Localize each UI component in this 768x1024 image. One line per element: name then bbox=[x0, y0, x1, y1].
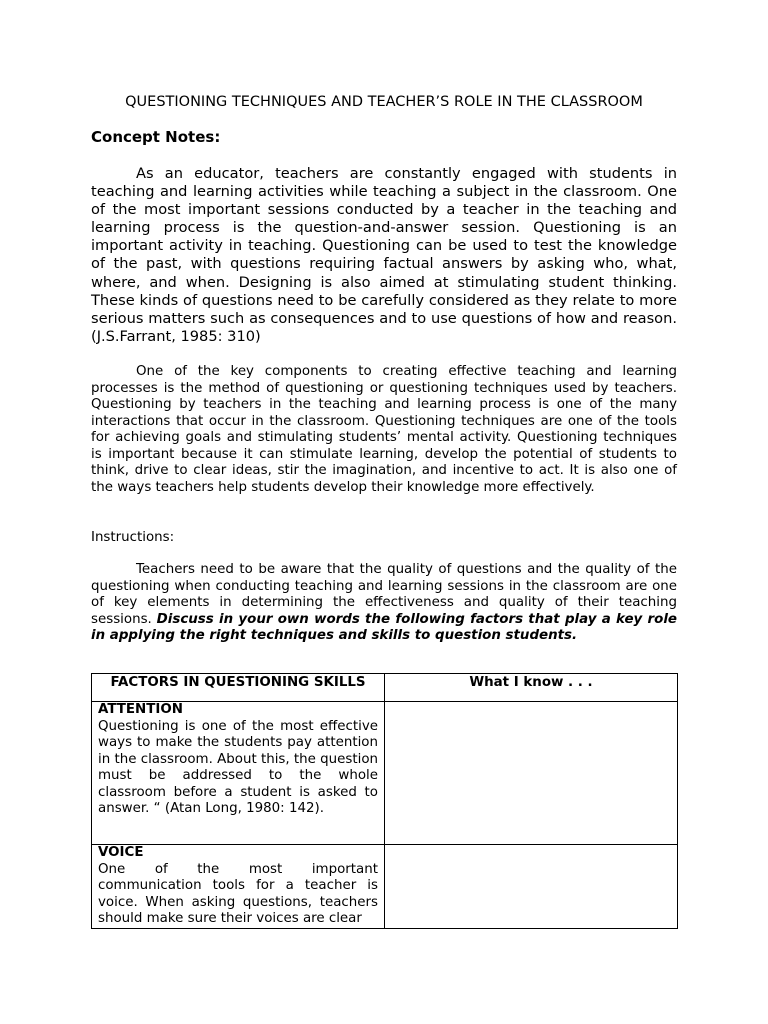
instructions-emphasis: Discuss in your own words the following factors that play a key role in applying the right techniques and skills to question students. bbox=[91, 611, 677, 643]
instructions-heading: Instructions: bbox=[91, 530, 175, 545]
instructions-paragraph bbox=[91, 562, 677, 645]
factor-cell bbox=[92, 702, 385, 845]
header-factors: FACTORS IN QUESTIONING SKILLS bbox=[92, 674, 385, 702]
table-header-row bbox=[92, 674, 678, 702]
answer-cell[interactable] bbox=[385, 702, 678, 845]
factor-cell bbox=[92, 845, 385, 929]
factor-description: Questioning is one of the most effective ways to make the students pay attention in the classroom. About this, the question must be addressed to the whole classroom before a student is asked to answer. “ (Atan Long, 1980: 142). bbox=[98, 718, 378, 816]
factors-table bbox=[91, 673, 678, 929]
factor-name: VOICE bbox=[98, 845, 144, 860]
concept-paragraph-2: One of the key components to creating effective teaching and learning processes is the method of questioning or questioning techniques used by teachers. Questioning by teachers in the teaching and learning process is one of the many interactions that occur in the classroom. Questioning techniques are one of the tools for achieving goals and stimulating students’ mental activity. Questioning techniques is important because it can stimulate learning, develop the potential of students to think, drive to clear ideas, stir the imagination, and incentive to act. It is also one of the ways teachers help students develop their knowledge more effectively. bbox=[91, 364, 677, 495]
table-row bbox=[92, 845, 678, 929]
concept-paragraph-1: As an educator, teachers are constantly engaged with students in teaching and learning activities while teaching a subject in the classroom. One of the most important sessions conducted by a teacher in the teaching and learning process is the question-and-answer session. Questioning is an important activity in teaching. Questioning can be used to test the knowledge of the past, with questions requiring factual answers by asking who, what, where, and when. Designing is also aimed at stimulating student thinking. These kinds of questions need to be carefully considered as they relate to more serious matters such as consequences and to use questions of how and reason. (J.S.Farrant, 1985: 310) bbox=[91, 165, 677, 345]
document-title: QUESTIONING TECHNIQUES AND TEACHER’S ROLE IN THE CLASSROOM bbox=[125, 94, 643, 110]
header-what-i-know: What I know . . . bbox=[385, 674, 678, 702]
answer-cell[interactable] bbox=[385, 845, 678, 929]
instructions-text: Teachers need to be aware that the quality of questions and the quality of the questioning when conducting teaching and learning sessions in the classroom are one of key elements in determining the effectiveness and quality of their teaching sessions. bbox=[91, 562, 677, 627]
concept-notes-heading: Concept Notes: bbox=[91, 128, 221, 146]
factor-name: ATTENTION bbox=[98, 702, 183, 717]
table-row bbox=[92, 702, 678, 845]
factor-description: One of the most important communication tools for a teacher is voice. When asking questions, teachers should make sure their voices are clear bbox=[98, 861, 378, 926]
